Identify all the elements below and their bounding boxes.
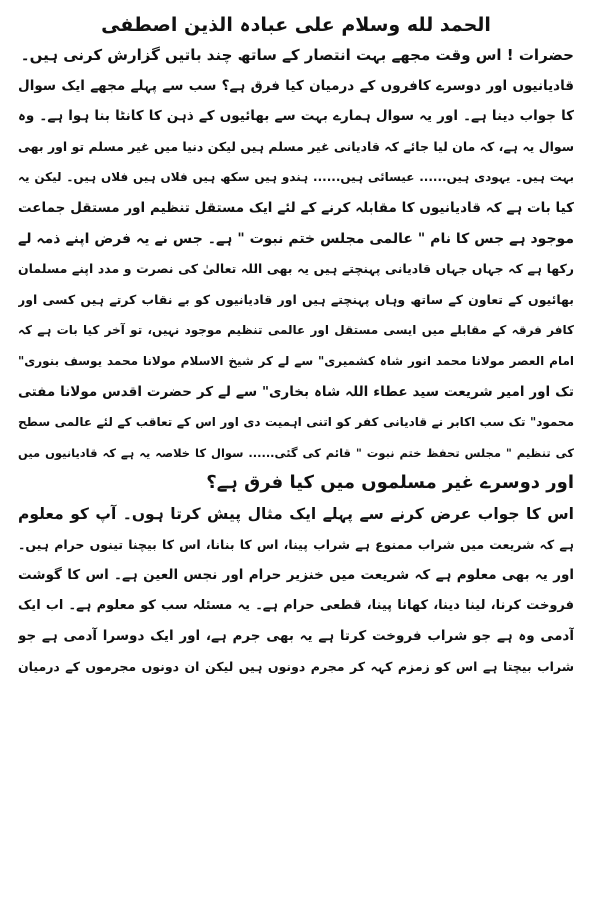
text-line: موجود ہے جس کا نام " عالمی مجلس ختم نبوت " ہے۔ جس نے یہ فرض اپنے ذمہ لے: [18, 230, 574, 247]
body-text: [18, 40, 574, 682]
text-line: قادیانیوں اور دوسرے کافروں کے درمیان کیا فرق ہے؟ سب سے پہلے مجھے ایک سوال: [18, 77, 574, 94]
text-line: فروخت کرنا، لینا دینا، کھانا پینا، قطعی حرام ہے۔ یہ مسئلہ سب کو معلوم ہے۔ اب ایک: [18, 597, 574, 613]
text-line: اور یہ بھی معلوم ہے کہ شریعت میں خنزیر حرام اور نجس العین ہے۔ اس کا گوشت: [18, 567, 574, 584]
page-heading: الحمد لله وسلام علی عبادہ الذین اصطفی: [101, 14, 491, 36]
text-line: سوال یہ ہے، کہ مان لیا جائے کہ قادیانی غیر مسلم ہیں لیکن دنیا میں غیر مسلم تو اور بھی: [18, 138, 574, 154]
text-line: کا جواب دینا ہے۔ اور یہ سوال ہمارے بہت سے بھائیوں کے ذہن کا کانٹا بنا ہوا ہے۔ وہ: [18, 108, 574, 125]
text-line: بھائیوں کے تعاون کے ساتھ وہاں پہنچتے ہیں اور قادیانیوں کو بے نقاب کرتے ہیں کسی اور: [18, 291, 574, 307]
text-line: اور دوسرے غیر مسلموں میں کیا فرق ہے؟: [206, 472, 574, 494]
text-line: بہت ہیں۔ یہودی ہیں...... عیسائی ہیں...... ہندو ہیں سکھ ہیں فلاں ہیں فلاں ہیں۔ لیکن یہ: [18, 170, 574, 185]
text-line: محمود" تک سب اکابر نے قادیانی کفر کو اتنی اہمیت دی اور اس کے تعاقب کے لئے عالمی سطح: [18, 415, 574, 430]
text-line: کیا بات ہے کہ قادیانیوں کا مقابلہ کرنے کے لئے ایک مستقل تنظیم اور مستقل جماعت: [18, 199, 574, 216]
text-line: رکھا ہے کہ جہاں جہاں قادیانی پہنچتے ہیں یہ بھی اللہ تعالیٰ کی نصرت و مدد اپنے مسلمان: [18, 261, 574, 277]
text-line: حضرات ! اس وقت مجھے بہت انتصار کے ساتھ چند باتیں گزارش کرنی ہیں۔: [20, 46, 574, 64]
text-line: کی تنظیم " مجلس تحفظ ختم نبوت " قائم کی گئی...... سوال کا خلاصہ یہ ہے کہ قادیانیوں میں: [18, 445, 574, 460]
text-line: کافر فرقہ کے مقابلے میں ایسی مستقل اور عالمی تنظیم موجود نہیں، تو آخر کیا بات ہے کہ: [18, 323, 574, 338]
text-line: آدمی وہ ہے جو شراب فروخت کرتا ہے یہ بھی جرم ہے، اور ایک دوسرا آدمی ہے جو: [18, 628, 574, 645]
text-line: شراب بیچتا ہے اس کو زمزم کہہ کر مجرم دونوں ہیں لیکن ان دونوں مجرموں کے درمیان: [18, 658, 574, 674]
text-line: اس کا جواب عرض کرنے سے پہلے ایک مثال پیش کرتا ہوں۔ آپ کو معلوم: [18, 504, 574, 523]
text-line: تک اور امیر شریعت سید عطاء اللہ شاہ بخاری" سے لے کر حضرت اقدس مولانا مفتی: [18, 383, 574, 400]
text-line: ہے کہ شریعت میں شراب ممنوع ہے شراب پینا، اس کا بنانا، اس کا بیچنا تینوں حرام ہیں۔: [18, 536, 574, 552]
text-line: امام العصر مولانا محمد انور شاہ کشمیری" سے لے کر شیخ الاسلام مولانا محمد یوسف بنوری": [18, 353, 574, 368]
